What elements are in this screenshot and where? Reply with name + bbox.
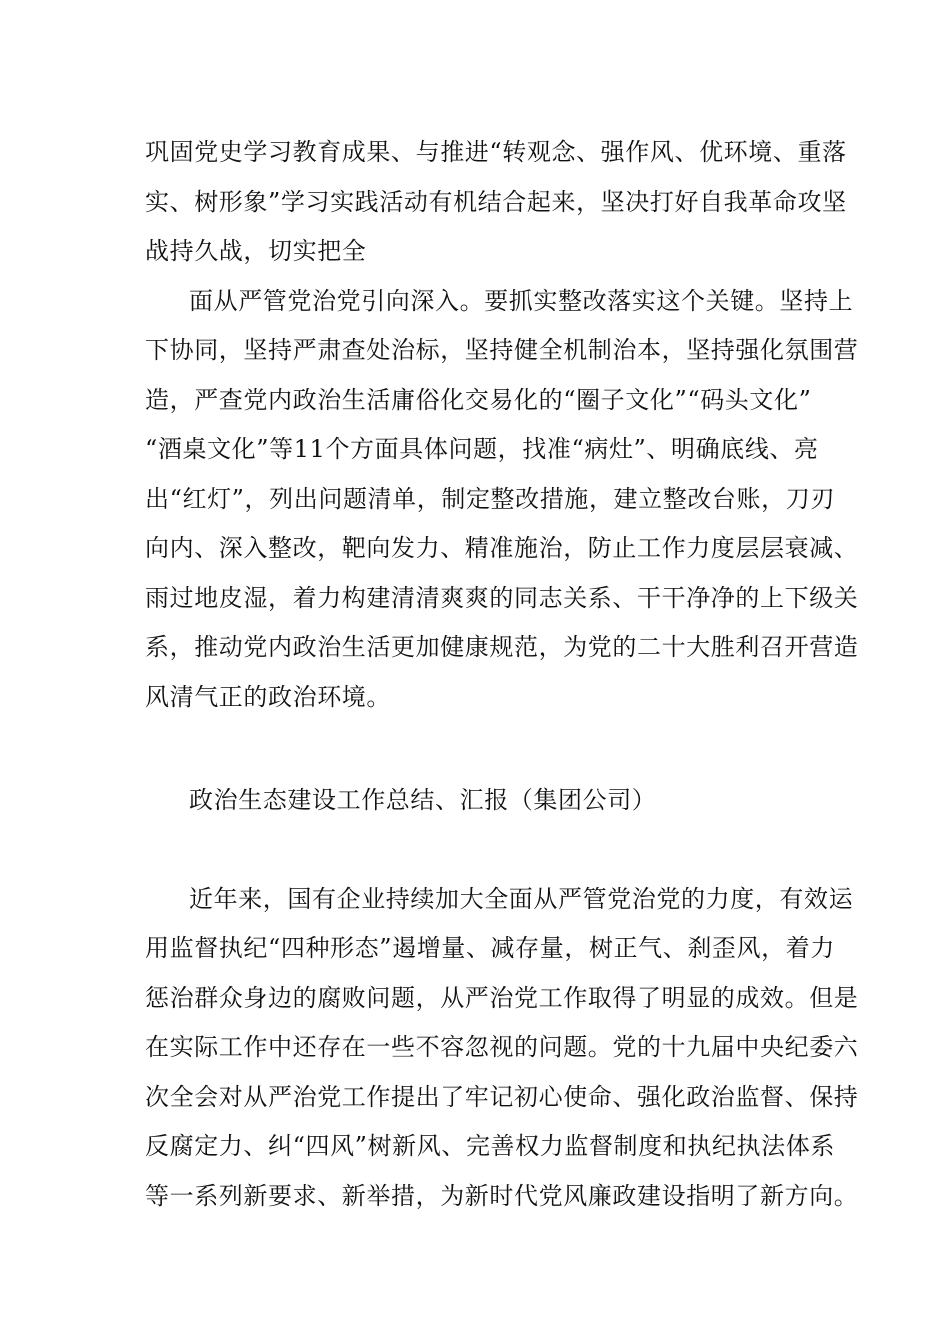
paragraph-3-line-2: 用监督执纪“四种形态”遏增量、减存量，树正气、刹歪风，着力 [145,934,835,962]
paragraph-2-line-6: 向内、深入整改，靶向发力、精准施治，防止工作力度层层衰减、 [145,534,859,562]
paragraph-2-line-7: 雨过地皮湿，着力构建清清爽爽的同志关系、干干净净的上下级关 [145,584,859,612]
paragraph-2-line-5: 出“红灯”，列出问题清单，制定整改措施，建立整改台账，刀刃 [145,485,835,513]
paragraph-2-line-9: 风清气正的政治环境。 [145,683,391,711]
paragraph-3-line-5: 次全会对从严治党工作提出了牢记初心使命、强化政治监督、保持 [145,1083,859,1111]
paragraph-2-line-1: 面从严管党治党引向深入。要抓实整改落实这个关键。坚持上 [189,287,854,315]
paragraph-3-line-7: 等一系列新要求、新举措，为新时代党风廉政建设指明了新方向。 [145,1182,859,1210]
paragraph-1-line-3: 战持久战，切实把全 [145,237,367,265]
section-heading: 政治生态建设工作总结、汇报（集团公司） [189,786,657,814]
paragraph-3-line-1: 近年来，国有企业持续加大全面从严管党治党的力度，有效运 [189,885,854,913]
paragraph-2-line-4: “酒桌文化”等11个方面具体问题，找准“病灶”、明确底线、亮 [145,435,819,463]
paragraph-3-line-4: 在实际工作中还存在一些不容忽视的问题。党的十九届中央纪委六 [145,1033,859,1061]
paragraph-1-line-2: 实、树形象”学习实践活动有机结合起来，坚决打好自我革命攻坚 [145,188,847,216]
paragraph-2-line-3: 造，严查党内政治生活庸俗化交易化的“圈子文化”“码头文化” [145,386,812,414]
paragraph-2-line-8: 系，推动党内政治生活更加健康规范，为党的二十大胜利召开营造 [145,633,859,661]
paragraph-3-line-3: 惩治群众身边的腐败问题，从严治党工作取得了明显的成效。但是 [145,984,859,1012]
paragraph-3-line-6: 反腐定力、纠“四风”树新风、完善权力监督制度和执纪执法体系 [145,1132,835,1160]
paragraph-2-line-2: 下协同，坚持严肃查处治标，坚持健全机制治本，坚持强化氛围营 [145,336,859,364]
paragraph-1-line-1: 巩固党史学习教育成果、与推进“转观念、强作风、优环境、重落 [145,138,847,166]
